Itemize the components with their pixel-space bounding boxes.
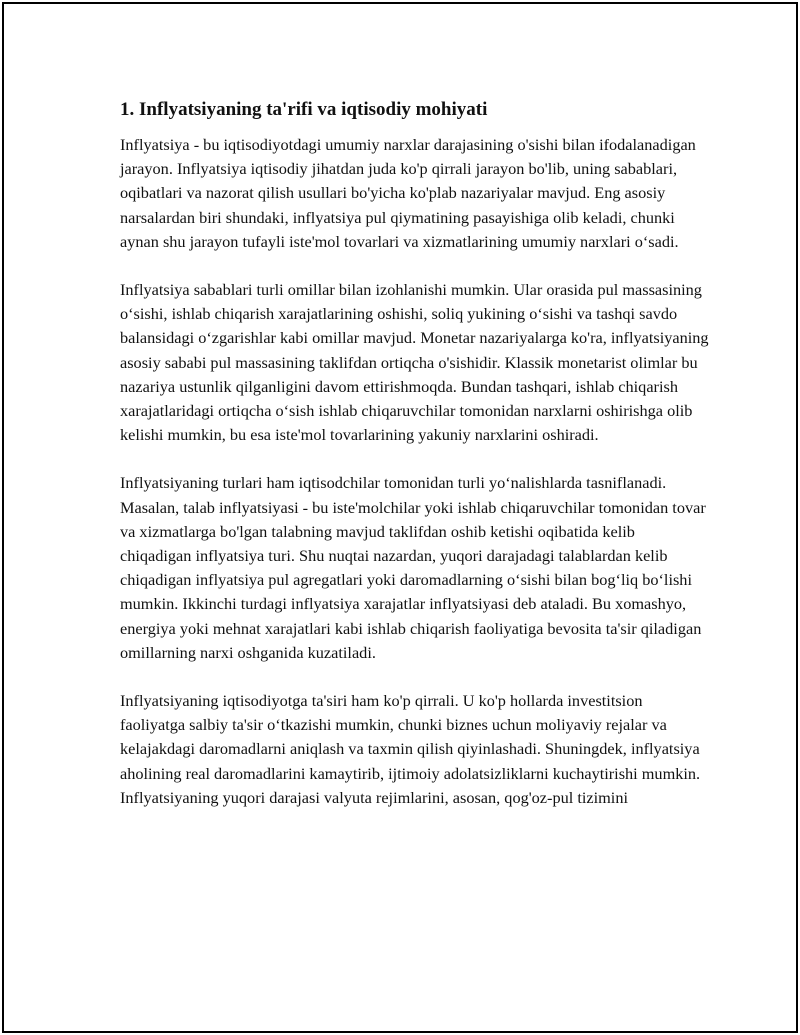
paragraph-economic-impact: Inflyatsiyaning iqtisodiyotga ta'siri ham ko'p qirrali. U ko'p hollarda investitsion faoliyatga salbiy ta'sir o‘tkazishi mumkin, chunki biznes uchun moliyaviy rejalar va kelajakdagi daromadlarni aniqlash va taxmin qilish qiyinlashadi. Shuningdek, inflyatsiya aholining real daromadlarini kamaytirib, ijtimoiy adolatsizliklarni kuchaytirishi mumkin. Inflyatsiyaning yuqori darajasi valyuta rejimlarini, asosan, qog'oz-pul tizimini — [120, 691, 701, 807]
paragraph-causes: Inflyatsiya sabablari turli omillar bilan izohlanishi mumkin. Ular orasida pul massasining o‘sishi, ishlab chiqarish xarajatlarining oshishi, soliq yukining o‘sishi va tashqi savdo balansidagi o‘zgarishlar kabi omillar mavjud. Monetar nazariyalarga ko'ra, inflyatsiyaning asosiy sababi pul massasining taklifdan ortiqcha o'sishidir. Klassik monetarist olimlar bu nazariya ustunlik qilganligini davom ettirishmoqda. Bundan tashqari, ishlab chiqarish xarajatlaridagi ortiqcha o‘sish ishlab chiqaruvchilar tomonidan narxlarni oshirishga olib kelishi mumkin, bu esa iste'mol tovarlarining yakuniy narxlarini oshiradi. — [120, 280, 709, 445]
document-body — [120, 96, 710, 834]
document-page — [2, 2, 798, 1033]
paragraph-definition: Inflyatsiya - bu iqtisodiyotdagi umumiy narxlar darajasining o'sishi bilan ifodalanadigan jarayon. Inflyatsiya iqtisodiy jihatdan juda ko'p qirrali jarayon bo'lib, uning sabablari, oqibatlari va nazorat qilish usullari bo'yicha ko'plab nazariyalar mavjud. Eng asosiy narsalardan biri shundaki, inflyatsiya pul qiymatining pasayishiga olib keladi, chunki aynan shu jarayon tufayli iste'mol tovarlari va xizmatlarining umumiy narxlari o‘sadi. — [120, 135, 696, 251]
paragraph-types: Inflyatsiyaning turlari ham iqtisodchilar tomonidan turli yo‘nalishlarda tasniflanadi. Masalan, talab inflyatsiyasi - bu iste'molchilar yoki ishlab chiqaruvchilar tomonidan tovar va xizmatlarga bo'lgan talabning mavjud taklifdan oshib ketishi oqibatida kelib chiqadigan inflyatsiya turi. Shu nuqtai nazardan, yuqori darajadagi talablardan kelib chiqadigan inflyatsiya pul agregatlari yoki daromadlarning o‘sishi bilan bog‘liq bo‘lishi mumkin. Ikkinchi turdagi inflyatsiya xarajatlar inflyatsiyasi deb ataladi. Bu xomashyo, energiya yoki mehnat xarajatlari kabi ishlab chiqarish faoliyatiga bevosita ta'sir qiladigan omillarning narxi oshganida kuzatiladi. — [120, 473, 706, 662]
section-heading: 1. Inflyatsiyaning ta'rifi va iqtisodiy mohiyati — [120, 99, 488, 120]
